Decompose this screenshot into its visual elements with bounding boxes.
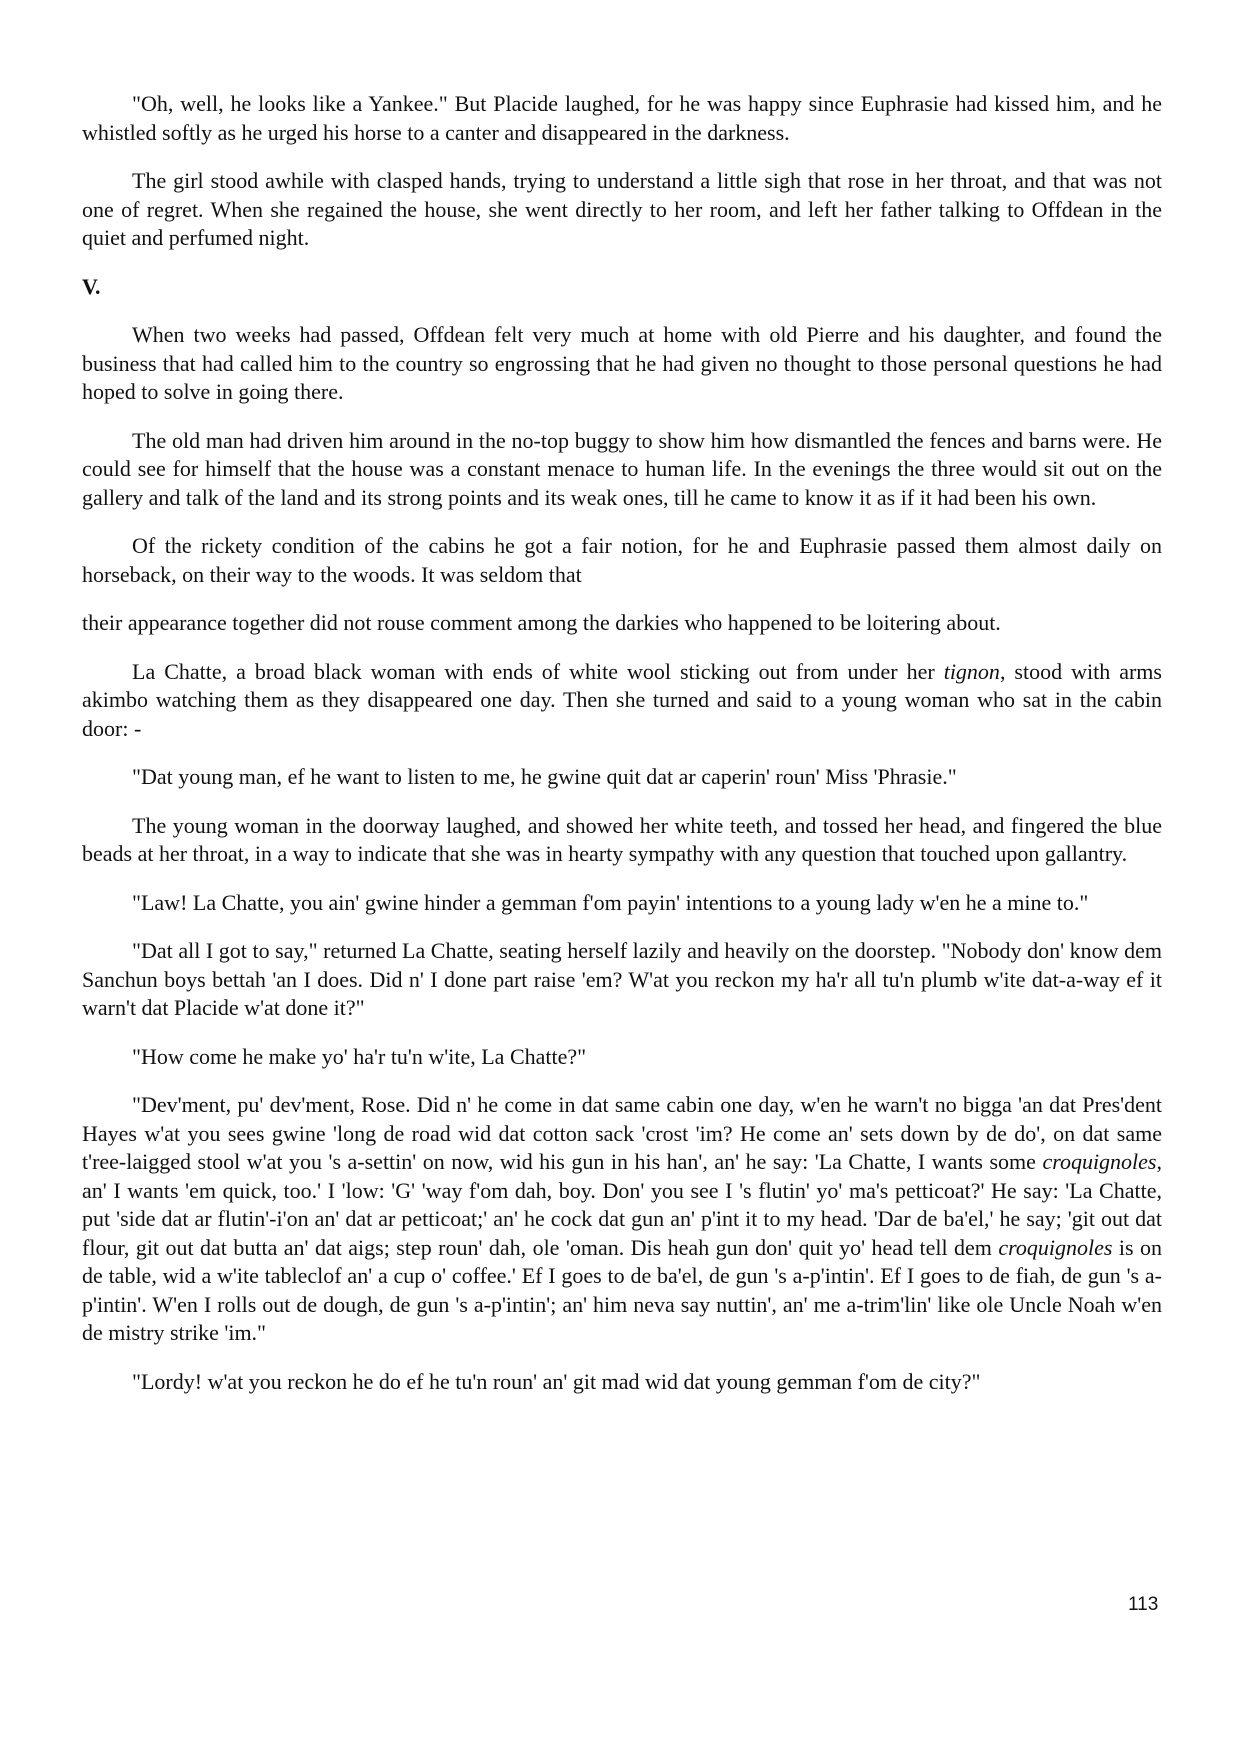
italic-term: croquignoles: [998, 1234, 1113, 1260]
text-run: "Dev'ment, pu' dev'ment, Rose. Did n' he come in dat same cabin one day, w'en he warn't no bigga 'an dat Pres'dent Hayes w'at you sees gwine 'long de road wid dat cotton sack 'crost 'im? He come an' sets down by de do', on dat same t'ree-laigged stool w'at you 's a-settin' on now, wid his gun in his han', an' he say: 'La Chatte, I wants some: [82, 1092, 1162, 1174]
text-run: , stood with arms akimbo watching them as they disappeared one day. Then she turned and said to a young woman who sat in the cabin door: -: [82, 658, 1162, 741]
section-heading: V.: [82, 273, 101, 299]
text-run: La Chatte, a broad black woman with ends of white wool sticking out from under her: [132, 658, 944, 684]
paragraph: "Dat all I got to say," returned La Chatte, seating herself lazily and heavily on the doorstep. "Nobody don' know dem Sanchun boys bettah 'an I does. Did n' I done part raise 'em? W'at you reckon my ha'r all tu'n plumb w'ite dat-a-way ef it warn't dat Placide w'at done it?": [82, 938, 1162, 1020]
paragraph: [82, 1091, 1162, 1348]
text-run: is on de table, wid a w'ite tableclof an' a cup o' coffee.' Ef I goes to de ba'el, de gun 's a-p'intin'. Ef I goes to de fiah, de gun 's a-p'intin'. W'en I rolls out de dough, de gun 's a-p'intin'; an' him neva say nuttin', an' me a-trim'lin' like ole Uncle Noah w'en de mistry strike 'im.": [82, 1234, 1162, 1345]
paragraph: Of the rickety condition of the cabins he got a fair notion, for he and Euphrasie passed them almost daily on horseback, on their way to the woods. It was seldom that: [82, 533, 1162, 587]
paragraph: [82, 658, 1162, 744]
italic-term: croquignoles: [1042, 1149, 1157, 1174]
page-body: [82, 90, 1162, 1416]
italic-term: tignon: [943, 658, 1000, 684]
page-number: 113: [1128, 1594, 1159, 1615]
paragraph: "How come he make yo' ha'r tu'n w'ite, La Chatte?": [132, 1043, 587, 1069]
paragraph: When two weeks had passed, Offdean felt very much at home with old Pierre and his daughter, and found the business that had called him to the country so engrossing that he had given no thought to those personal questions he had hoped to solve in going there.: [82, 322, 1162, 404]
paragraph: "Oh, well, he looks like a Yankee." But Placide laughed, for he was happy since Euphrasie had kissed him, and he whistled softly as he urged his horse to a canter and disappeared in the darkness.: [82, 91, 1162, 145]
text-run: , an' I wants 'em quick, too.' I 'low: 'G' 'way f'om dah, boy. Don' you see I 's flutin' yo' ma's petticoat?' He say: 'La Chatte, put 'side dat ar flutin'-i'on an' dat ar petticoat;' an' he cock dat gun an' p'int it to my head. 'Dar de ba'el,' he say; 'git out dat flour, git out dat butta an' dat aigs; step roun' dah, ole 'oman. Dis heah gun don' quit yo' head tell dem: [82, 1149, 1162, 1260]
paragraph: The old man had driven him around in the no-top buggy to show him how dismantled the fences and barns were. He could see for himself that the house was a constant menace to human life. In the evenings the three would sit out on the gallery and talk of the land and its strong points and its weak ones, till he came to know it as if it had been his own.: [82, 427, 1162, 510]
paragraph: The girl stood awhile with clasped hands, trying to understand a little sigh that rose in her throat, and that was not one of regret. When she regained the house, she went directly to her room, and left her father talking to Offdean in the quiet and perfumed night.: [82, 168, 1162, 250]
paragraph: "Lordy! w'at you reckon he do ef he tu'n roun' an' git mad wid dat young gemman f'om de city?": [132, 1368, 981, 1394]
paragraph-continued: their appearance together did not rouse comment among the darkies who happened to be loitering about.: [82, 610, 1001, 635]
paragraph: "Law! La Chatte, you ain' gwine hinder a gemman f'om payin' intentions to a young lady w'en he a mine to.": [132, 889, 1089, 915]
paragraph: "Dat young man, ef he want to listen to me, he gwine quit dat ar caperin' roun' Miss 'Phrasie.": [132, 764, 957, 789]
paragraph: The young woman in the doorway laughed, and showed her white teeth, and tossed her head, and fingered the blue beads at her throat, in a way to indicate that she was in hearty sympathy with any question that touched upon gallantry.: [82, 812, 1162, 866]
